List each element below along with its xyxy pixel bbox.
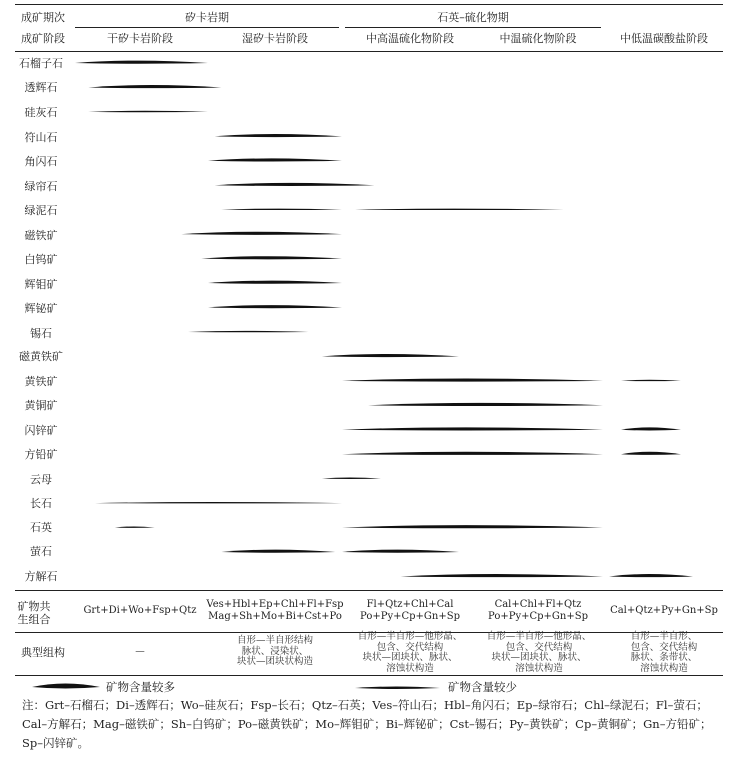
mineral-bar [609,574,693,577]
mineral-label: 长石 [30,497,52,510]
mineral-bar [342,550,459,553]
period-skarn: 矽卡岩期 [185,11,229,24]
mineral-label: 黄铁矿 [24,375,58,388]
mineral-bar [342,378,603,381]
texture-dry-skarn: — [135,646,145,657]
assemblage-dry-skarn: Grt+Di+Wo+Fsp+Qtz [83,605,197,616]
mineral-bar [322,354,459,357]
abbreviation-note: 注：Grt–石榴石；Di–透辉石；Wo–硅灰石；Fsp–长石；Qtz–石英；Ves–符山石；Hbl–角闪石；Ep–绿帘石；Chl–绿泥石；Fl–萤石；Cal–方解石；Mag–磁铁矿；Sh–白钨矿；Po–磁黄铁矿；Mo–辉钼矿；Bi–辉铋矿；Cst–锡石；Py–黄铁矿；Cp–黄铜矿；Gn–方铅矿；Sp–闪锌矿。 [22,698,712,750]
texture-mid-sulfide: 自形—半自形—他形晶、 包含、交代结构 块状—团块状、脉状、 溶蚀状构造 [486,631,592,674]
mineral-bar [88,85,221,88]
mineral-bar [221,550,335,553]
mineral-label: 透辉石 [24,81,58,94]
mineral-bar [401,574,604,577]
mineral-bar [208,281,342,284]
legend-less-label: 矿物含量较少 [448,680,517,694]
period-quartz-sulfide: 石英–硫化物期 [437,11,509,24]
mineral-label: 角闪石 [24,155,58,168]
stage-dry-skarn: 干矽卡岩阶段 [107,32,173,45]
assemblage-low-carbonate: Cal+Qtz+Py+Gn+Sp [610,605,718,616]
mineral-bar [75,61,208,64]
assemblage-label: 矿物共生组合 [17,600,51,626]
texture-label: 典型组构 [21,646,65,659]
stage-mid-sulfide: 中温硫化物阶段 [499,32,577,45]
period-column-label: 成矿期次 [21,11,65,24]
mineral-label: 锡石 [30,327,52,340]
stage-wet-skarn: 湿矽卡岩阶段 [242,32,308,45]
mineral-bar [221,209,342,210]
mineral-bar [188,331,308,332]
mineral-bar [215,183,375,186]
mineral-bar [621,380,681,381]
texture-low-carbonate: 自形—半自形、 包含、交代结构 脉状、条带状、 溶蚀状构造 [630,631,698,674]
mineral-bar [322,478,381,479]
assemblage-mid-sulfide: Cal+Chl+Fl+Qtz Po+Py+Cp+Gn+Sp [488,599,588,622]
mineral-bar [181,232,342,235]
mineral-label: 绿帘石 [24,180,58,193]
mineral-label: 符山石 [24,131,58,144]
mineral-label: 闪锌矿 [24,424,58,437]
mineral-label: 硅灰石 [24,106,58,119]
mineral-bar [201,256,342,259]
mineral-bar [95,502,342,503]
mineral-bar [342,427,603,430]
texture-mid-high-sulfide: 自形—半自形—他形晶、 包含、交代结构 块状—团块状、脉状、 溶蚀状构造 [357,631,463,674]
mineral-bar [342,452,603,455]
mineral-label: 辉钼矿 [24,278,58,291]
mineral-bar [621,452,681,455]
mineral-label: 方解石 [24,570,58,583]
mineral-bar [115,526,155,527]
mineral-label: 磁铁矿 [24,229,58,242]
mineral-label: 方铅矿 [24,448,58,461]
stage-column-label: 成矿阶段 [21,32,65,45]
texture-wet-skarn: 自形—半自形结构 脉状、浸染状、 块状—团块状构造 [236,635,313,667]
legend-more-label: 矿物含量较多 [106,680,175,694]
mineral-bar [342,525,603,528]
mineral-label: 云母 [30,473,52,486]
mineral-label: 萤石 [30,545,52,558]
assemblage-wet-skarn: Ves+Hbl+Ep+Chl+Fl+Fsp Mag+Sh+Mo+Bi+Cst+Po [206,599,344,622]
mineral-label: 石英 [30,521,52,534]
mineral-label: 磁黄铁矿 [19,350,63,363]
mineral-bar [621,427,681,430]
mineral-bar [208,305,342,308]
mineral-label: 石榴子石 [19,57,63,70]
mineral-label: 白钨矿 [24,253,58,266]
mineral-bar [215,134,342,137]
mineral-label: 辉铋矿 [24,302,58,315]
mineral-bar [355,209,564,210]
mineral-bar [208,158,342,161]
mineral-label: 黄铜矿 [24,399,58,412]
stage-low-carbonate: 中低温碳酸盐阶段 [620,32,708,45]
mineral-bar [88,111,208,112]
mineral-label: 绿泥石 [24,204,58,217]
stage-mid-high-sulfide: 中高温硫化物阶段 [366,32,454,45]
mineral-bar [368,403,603,406]
assemblage-mid-high-sulfide: Fl+Qtz+Chl+Cal Po+Py+Cp+Gn+Sp [360,599,460,622]
